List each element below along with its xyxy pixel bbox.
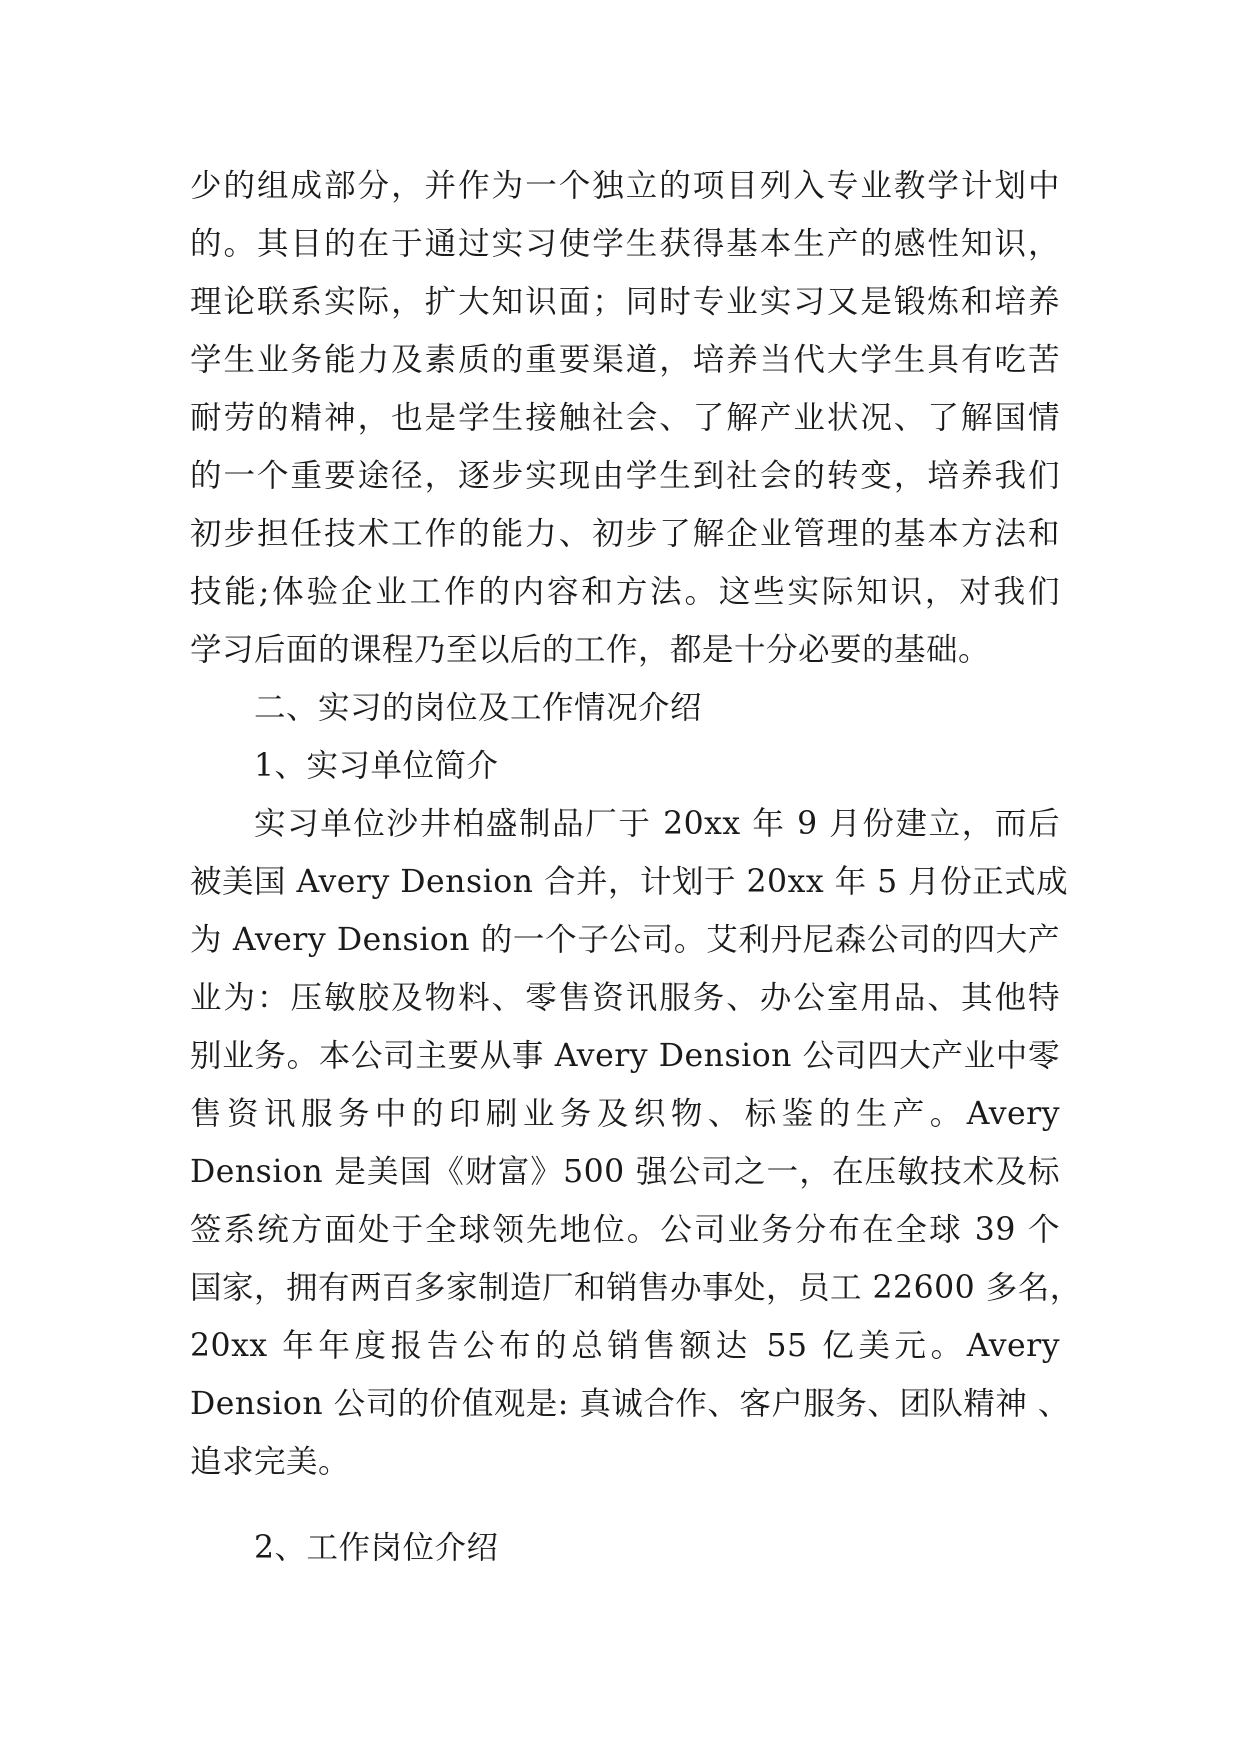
text-line: Dension 是美国《财富》500 强公司之一，在压敏技术及标	[190, 1154, 1060, 1190]
text-line: 的。其目的在于通过实习使学生获得基本生产的感性知识，	[190, 226, 1060, 262]
text-line: 学生业务能力及素质的重要渠道，培养当代大学生具有吃苦	[190, 342, 1060, 378]
section-heading: 二、实习的岗位及工作情况介绍	[254, 690, 703, 726]
text-line: 初步担任技术工作的能力、初步了解企业管理的基本方法和	[190, 516, 1060, 552]
text-line: 追求完美。	[190, 1444, 351, 1480]
paragraph-gap	[190, 1491, 1060, 1519]
text-line: 国家，拥有两百多家制造厂和销售办事处，员工 22600 多名，	[190, 1270, 1082, 1306]
subsection-heading: 1、实习单位简介	[254, 748, 499, 784]
text-line: 的一个重要途径，逐步实现由学生到社会的转变，培养我们	[190, 458, 1060, 494]
text-line: 20xx 年年度报告公布的总销售额达 55 亿美元。Avery	[190, 1328, 1060, 1364]
text-line: Dension 公司的价值观是: 真诚合作、客户服务、团队精神 、	[190, 1386, 1070, 1422]
text-line: 理论联系实际，扩大知识面；同时专业实习又是锻炼和培养	[190, 284, 1060, 320]
text-line: 实习单位沙井柏盛制品厂于 20xx 年 9 月份建立，而后	[254, 806, 1060, 842]
body-text	[190, 157, 1082, 1577]
text-line: 学习后面的课程乃至以后的工作，都是十分必要的基础。	[190, 632, 991, 668]
text-line: 技能;体验企业工作的内容和方法。这些实际知识，对我们	[190, 574, 1060, 610]
text-line: 少的组成部分，并作为一个独立的项目列入专业教学计划中	[190, 168, 1060, 204]
subsection-heading: 2、工作岗位介绍	[254, 1530, 499, 1566]
text-line: 别业务。本公司主要从事 Avery Dension 公司四大产业中零	[190, 1038, 1060, 1074]
text-line: 签系统方面处于全球领先地位。公司业务分布在全球 39 个	[190, 1212, 1060, 1248]
text-line: 业为：压敏胶及物料、零售资讯服务、办公室用品、其他特	[190, 980, 1060, 1016]
text-line: 被美国 Avery Dension 合并，计划于 20xx 年 5 月份正式成	[190, 864, 1069, 900]
text-line: 售资讯服务中的印刷业务及织物、标鉴的生产。Avery	[190, 1096, 1060, 1132]
text-line: 耐劳的精神，也是学生接触社会、了解产业状况、了解国情	[190, 400, 1060, 436]
text-line: 为 Avery Dension 的一个子公司。艾利丹尼森公司的四大产	[190, 922, 1060, 958]
